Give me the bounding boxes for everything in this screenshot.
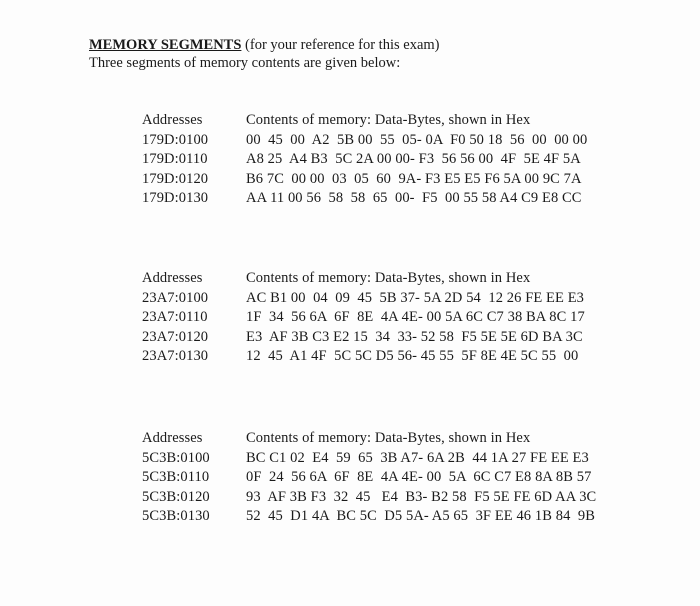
- data-bytes: AC B1 00 04 09 45 5B 37- 5A 2D 54 12 26 FE EE E3: [246, 289, 584, 306]
- memory-row: [142, 347, 585, 367]
- segment-header-row: [142, 269, 585, 289]
- memory-segment-2: [142, 269, 585, 367]
- memory-row: [142, 468, 596, 488]
- memory-row: [142, 289, 585, 309]
- contents-label: Contents of memory: Data-Bytes, shown in Hex: [246, 270, 531, 286]
- data-bytes: E3 AF 3B C3 E2 15 34 33- 52 58 F5 5E 5E 6D BA 3C: [246, 328, 583, 345]
- address: 5C3B:0130: [142, 508, 210, 524]
- data-bytes: 1F 34 56 6A 6F 8E 4A 4E- 00 5A 6C C7 38 BA 8C 17: [246, 309, 585, 325]
- data-bytes: B6 7C 00 00 03 05 60 9A- F3 E5 E5 F6 5A 00 9C 7A: [246, 170, 582, 187]
- memory-row: [142, 131, 587, 151]
- data-bytes: 00 45 00 A2 5B 00 55 05- 0A F0 50 18 56 00 00 00: [246, 131, 588, 148]
- memory-row: [142, 189, 587, 209]
- header: [89, 36, 440, 72]
- memory-row: [142, 170, 587, 190]
- address: 23A7:0120: [142, 328, 209, 345]
- address: 5C3B:0120: [142, 488, 210, 505]
- address: 5C3B:0110: [142, 469, 210, 485]
- contents-label: Contents of memory: Data-Bytes, shown in Hex: [246, 430, 531, 446]
- addresses-label: Addresses: [142, 270, 203, 286]
- addresses-label: Addresses: [142, 112, 203, 128]
- memory-row: [142, 328, 585, 348]
- memory-segment-3: [142, 429, 596, 527]
- addresses-label: Addresses: [142, 430, 203, 446]
- memory-row: [142, 150, 587, 170]
- segment-header-row: [142, 429, 596, 449]
- address: 179D:0100: [142, 131, 209, 148]
- subtitle: Three segments of memory contents are given below:: [89, 55, 401, 71]
- address: 23A7:0110: [142, 309, 208, 325]
- address: 179D:0130: [142, 190, 209, 206]
- address: 179D:0120: [142, 170, 209, 187]
- address: 5C3B:0100: [142, 449, 210, 466]
- data-bytes: BC C1 02 E4 59 65 3B A7- 6A 2B 44 1A 27 FE EE E3: [246, 449, 589, 466]
- address: 23A7:0130: [142, 348, 209, 364]
- page-title: MEMORY SEGMENTS: [89, 37, 242, 53]
- memory-row: [142, 488, 596, 508]
- memory-row: [142, 507, 596, 527]
- data-bytes: 12 45 A1 4F 5C 5C D5 56- 45 55 5F 8E 4E 5C 55 00: [246, 348, 579, 364]
- data-bytes: 93 AF 3B F3 32 45 E4 B3- B2 58 F5 5E FE 6D AA 3C: [246, 488, 597, 505]
- data-bytes: AA 11 00 56 58 58 65 00- F5 00 55 58 A4 C9 E8 CC: [246, 190, 582, 206]
- contents-label: Contents of memory: Data-Bytes, shown in Hex: [246, 112, 531, 128]
- data-bytes: 0F 24 56 6A 6F 8E 4A 4E- 00 5A 6C C7 E8 8A 8B 57: [246, 469, 592, 485]
- address: 23A7:0100: [142, 289, 209, 306]
- memory-row: [142, 449, 596, 469]
- data-bytes: 52 45 D1 4A BC 5C D5 5A- A5 65 3F EE 46 1B 84 9B: [246, 508, 595, 524]
- data-bytes: A8 25 A4 B3 5C 2A 00 00- F3 56 56 00 4F 5E 4F 5A: [246, 151, 581, 167]
- segment-header-row: [142, 111, 587, 131]
- memory-row: [142, 308, 585, 328]
- address: 179D:0110: [142, 151, 208, 167]
- memory-segment-1: [142, 111, 587, 209]
- header-line-1: [89, 36, 440, 54]
- title-suffix: (for your reference for this exam): [241, 37, 440, 53]
